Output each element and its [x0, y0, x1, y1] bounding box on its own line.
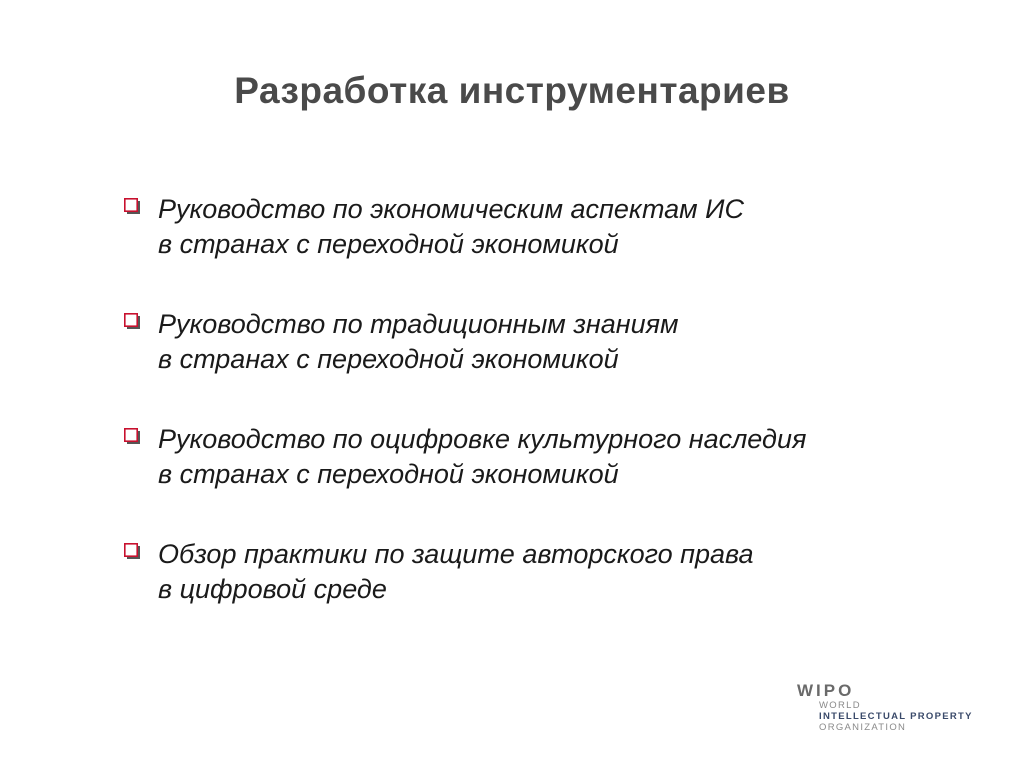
bullet-text-line1: Обзор практики по защите авторского права: [158, 539, 754, 569]
square-bullet-icon: [124, 313, 140, 329]
bullet-list: [120, 192, 980, 652]
bullet-text-line2: в цифровой среде: [158, 574, 387, 604]
bullet-text-line1: Руководство по традиционным знаниям: [158, 309, 679, 339]
logo-ip-text: INTELLECTUAL PROPERTY: [819, 711, 973, 722]
bullet-item-3: [120, 422, 980, 492]
bullet-text-line2: в странах с переходной экономикой: [158, 344, 619, 374]
bullet-item-2: [120, 307, 980, 377]
square-bullet-icon: [124, 428, 140, 444]
logo-world-text: WORLD: [819, 700, 861, 711]
bullet-text-line2: в странах с переходной экономикой: [158, 459, 619, 489]
slide-title: Разработка инструментариев: [234, 70, 790, 111]
bullet-item-1: [120, 192, 980, 262]
bullet-text-line1: Руководство по экономическим аспектам ИС: [158, 194, 744, 224]
square-bullet-icon: [124, 543, 140, 559]
bullet-text-line2: в странах с переходной экономикой: [158, 229, 619, 259]
bullet-text-line1: Руководство по оцифровке культурного наследия: [158, 424, 807, 454]
logo-wipo-text: WIPO: [797, 681, 855, 700]
bullet-item-4: [120, 537, 980, 607]
square-bullet-icon: [124, 198, 140, 214]
wipo-logo: [797, 682, 997, 738]
logo-organization-text: ORGANIZATION: [819, 722, 907, 733]
